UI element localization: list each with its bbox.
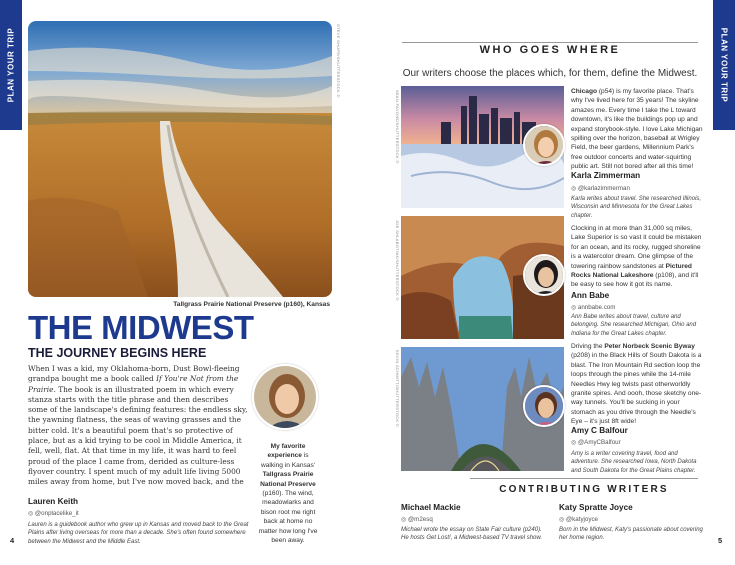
karla-text (571, 87, 704, 172)
ann-name: Ann Babe (571, 291, 610, 300)
credit-chicago: SEAN PAVONE/SHUTTERSTOCK © (395, 90, 400, 164)
photo-credit: STEVE SHUPE/SHUTTERSTOCK © (336, 24, 341, 98)
katy-handle[interactable]: ◎ @katyjoyce (559, 516, 598, 523)
tab-label-right: PLAN YOUR TRIP (719, 27, 729, 103)
author-handle[interactable]: ◎ @onplacelike_it (28, 510, 79, 517)
author-bio: Lauren is a guidebook author who grew up in Kansas and moved back to the Great Plains after living overseas for more than a decade. She's often found somewhere between the Midwest and the Middle East. (28, 522, 249, 545)
karla-name: Karla Zimmerman (571, 171, 641, 180)
amy-body-b: (p208) in the Black Hills of South Dakota is a blast. The Iron Mountain Rd section loop the loops through the pines while the 14-mile Needles Hwy leg twists past otherworldly granite spires. And oooh, those sketchy one-way tunnels. You'll be sucking in your stomach as you drive through the Needle's Eye – it's just 8ft wide! (571, 352, 702, 426)
karla-place: Chicago (571, 88, 598, 95)
ann-bio: Ann Babe writes about travel, culture and belonging. She researched Michigan, Ohio and Indiana for the Great Lakes chapter. (571, 314, 697, 337)
prairie-photo (28, 21, 332, 297)
ann-body-a: Clocking in at more than 31,000 sq miles, Lake Superior is so vast it could be mistaken for an ocean, and its rocky, rugged shoreline is a watercolor dream. One glimpse of the towering rainbow sandstones at (571, 225, 702, 270)
katy-name: Katy Spratte Joyce (559, 503, 633, 512)
photo-caption: Tallgrass Prairie National Preserve (p160), Kansas (173, 301, 330, 308)
lauren-avatar-image (254, 366, 318, 430)
karla-body: (p54) is my favorite place. That's why I've lived here for 35 years! The skyline amazes me. Every time I take the L toward downtown, it's like the buildings pop up and expand storybook-style. I love Lake Michigan spilling over the horizon, baseball at Wrigley Field, the beer gardens, Millennium Park's free outdoor concerts and water-squirting public art. Still not bored after all this time! (571, 88, 703, 171)
credit-needles: KEVIN SCHMITT/SHUTTERSTOCK © (395, 350, 400, 428)
amy-place: Peter Norbeck Scenic Byway (604, 343, 695, 350)
ann-place: Pictured Rocks National Lakeshore (571, 262, 692, 280)
plan-your-trip-tab-left (0, 0, 22, 130)
ann-avatar (523, 254, 565, 296)
page-subtitle: THE JOURNEY BEGINS HERE (28, 346, 207, 360)
karla-bio: Karla writes about travel. She researched Illinois, Wisconsin and Minnesota for the Great Lakes chapter. (571, 196, 702, 219)
fav-text-d: (p160). The wind, meadowlarks and bison root me right back at home no matter how long I've been away. (258, 490, 318, 545)
katy-bio: Born in the Midwest, Katy's passionate about covering her home region. (559, 527, 703, 542)
tab-label: PLAN YOUR TRIP (6, 27, 16, 103)
fav-heading: My favorite experience (267, 443, 306, 460)
ann-body-b: (p108), and it'll be easy to see how it got its name. (571, 272, 699, 289)
intro-paragraph (28, 364, 248, 488)
lauren-avatar (252, 364, 318, 430)
favorite-experience (258, 442, 318, 545)
ann-text (571, 224, 704, 290)
page-number-right: 5 (718, 536, 723, 545)
contributing-writers-heading: CONTRIBUTING WRITERS (499, 484, 669, 495)
karla-avatar (523, 124, 565, 166)
plan-your-trip-tab-right (713, 0, 735, 130)
intro-text-a: When I was a kid, my Oklahoma-born, Dust Bowl-fleeing grandpa bought me a book called (28, 364, 240, 384)
amy-bio: Amy is a writer covering travel, food and adventure. She researched Iowa, North Dakota and South Dakota for the Great Plains chapter. (571, 451, 697, 474)
credit-pictured-rocks: JOE SHLABOTNIK/SHUTTERSTOCK © (395, 220, 400, 301)
michael-handle[interactable]: ◎ @m2esq (401, 516, 433, 523)
fav-place: Tallgrass Prairie National Preserve (260, 471, 316, 488)
intro-book-title: If You're Not from the Prairie (28, 374, 239, 394)
prairie-photo-image (28, 21, 332, 297)
amy-text (571, 342, 704, 427)
amy-name: Amy C Balfour (571, 426, 628, 435)
karla-handle[interactable]: ◎ @karlazimmerman (571, 185, 630, 192)
ann-handle[interactable]: ◎ annbabe.com (571, 304, 615, 311)
who-goes-where-tagline: Our writers choose the places which, for them, define the Midwest. (402, 68, 698, 79)
contributing-rule (470, 478, 698, 479)
page-title: THE MIDWEST (28, 309, 254, 346)
who-goes-where-heading: WHO GOES WHERE (479, 44, 621, 56)
amy-handle[interactable]: ◎ @AmyCBalfour (571, 439, 621, 446)
michael-bio: Michael wrote the essay on State Fair culture (p240). He hosts Get Lost!, a Midwest-based TV travel show. (401, 527, 543, 542)
intro-text-b: . The book is an illustrated poem in which every stanza starts with the title phrase and then describes some of the landscape's defining features: the endless sky, the yawning flatness, the seas of waving grasses and the bitter cold. It's a beautiful poem that's so protective of place, but as a kid trying to be cool in Middle America, it fell, well, flat. At that time in my life, it was hard to feel proud of the place I came from, derided as culture-less flyover country. I spent much of my adult life living 5000 miles away from home, but I've now moved back, and the (28, 384, 248, 487)
amy-body-a: Driving the (571, 343, 605, 350)
michael-name: Michael Mackie (401, 503, 461, 512)
author-name: Lauren Keith (28, 497, 79, 506)
fav-text-b: is walking in Kansas' (260, 452, 316, 469)
who-goes-where-rule (402, 42, 698, 43)
page-number-left: 4 (10, 536, 15, 545)
amy-avatar (523, 385, 565, 427)
